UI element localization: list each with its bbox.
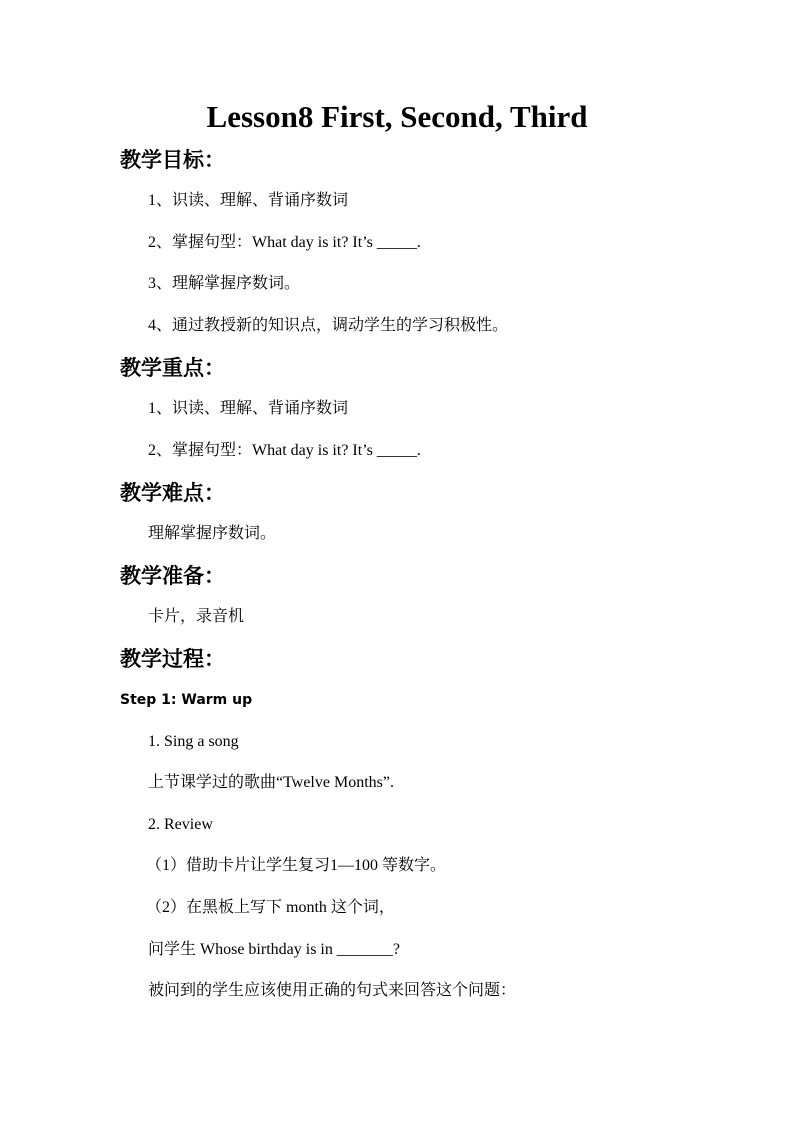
document-title: Lesson8 First, Second, Third bbox=[206, 99, 588, 134]
difficulty-item-1: 理解掌握序数词。 bbox=[148, 525, 277, 542]
process-item-3: 2. Review bbox=[148, 816, 213, 833]
objective-item-4: 4、通过教授新的知识点，调动学生的学习积极性。 bbox=[148, 317, 509, 334]
section-heading-process: 教学过程： bbox=[120, 647, 225, 671]
objective-item-3: 3、理解掌握序数词。 bbox=[148, 275, 301, 292]
key-point-item-1: 1、识读、理解、背诵序数词 bbox=[148, 400, 349, 417]
process-item-6: 问学生 Whose birthday is in _______? bbox=[148, 941, 400, 958]
preparation-item-1: 卡片，录音机 bbox=[148, 608, 245, 625]
process-item-2: 上节课学过的歌曲“Twelve Months”. bbox=[148, 774, 394, 791]
process-item-5: （2）在黑板上写下 month 这个词， bbox=[146, 899, 395, 916]
section-heading-difficulties: 教学难点： bbox=[120, 481, 225, 505]
process-item-4: （1）借助卡片让学生复习1—100 等数字。 bbox=[146, 857, 447, 874]
key-point-item-2: 2、掌握句型：What day is it? It’s _____. bbox=[148, 442, 421, 459]
section-heading-preparation: 教学准备： bbox=[120, 564, 225, 588]
step-1-heading: Step 1: Warm up bbox=[120, 692, 253, 708]
process-item-7: 被问到的学生应该使用正确的句式来回答这个问题： bbox=[148, 982, 517, 999]
process-item-1: 1. Sing a song bbox=[148, 733, 239, 750]
objective-item-1: 1、识读、理解、背诵序数词 bbox=[148, 192, 349, 209]
section-heading-objectives: 教学目标： bbox=[120, 148, 225, 172]
objective-item-2: 2、掌握句型：What day is it? It’s _____. bbox=[148, 234, 421, 251]
section-heading-key-points: 教学重点： bbox=[120, 356, 225, 380]
